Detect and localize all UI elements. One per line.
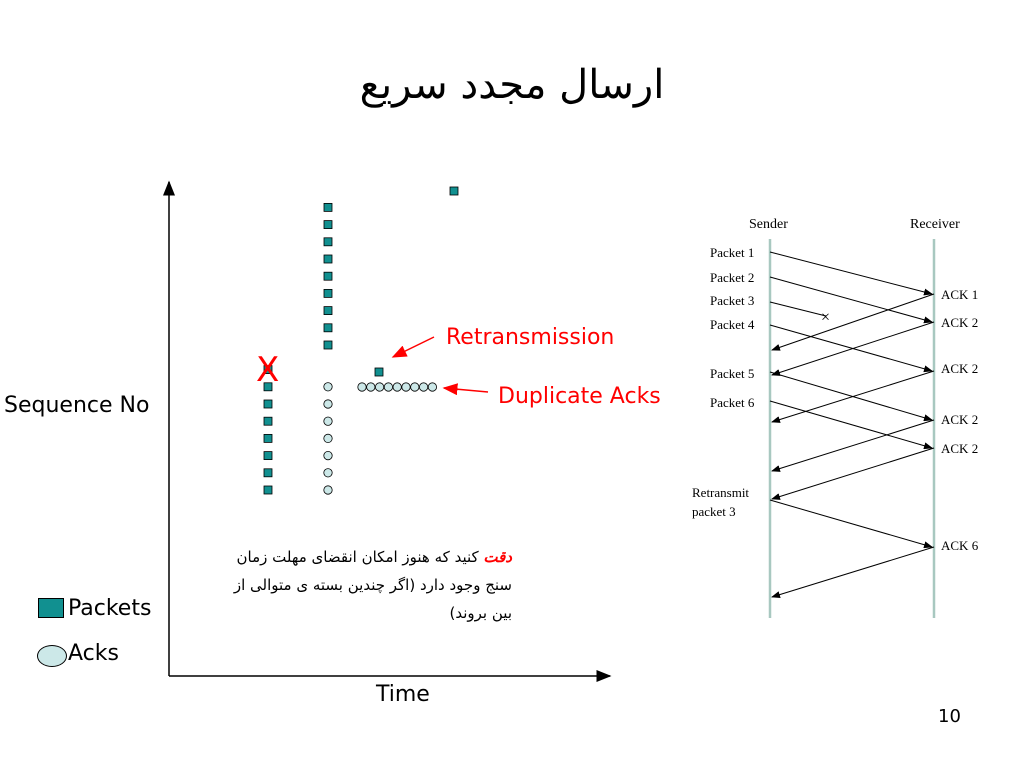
ack-markers bbox=[324, 383, 437, 495]
ack-1-arrow bbox=[772, 294, 934, 350]
note-body: کنید که هنوز امکان انقضای مهلت زمان سنج وجود دارد (اگر چندین بسته ی متوالی از بین بروند) bbox=[233, 548, 512, 622]
sender-label-packet-5: Packet 5 bbox=[710, 366, 755, 381]
receiver-label-ack-2d: ACK 2 bbox=[941, 441, 979, 456]
ack-marker bbox=[324, 486, 332, 494]
packet-marker bbox=[324, 255, 332, 263]
packet-marker bbox=[324, 221, 332, 229]
ack-2-arrow-2 bbox=[772, 371, 934, 422]
packet-marker bbox=[450, 187, 458, 195]
packet-marker bbox=[324, 341, 332, 349]
duplicate-acks-label: Duplicate Acks bbox=[498, 384, 661, 409]
ack-2-arrow-1 bbox=[772, 322, 934, 375]
sender-label-retransmit: Retransmit bbox=[692, 485, 750, 500]
ack-marker bbox=[384, 383, 392, 391]
ack-marker bbox=[324, 383, 332, 391]
sender-label-packet-3: Packet 3 bbox=[710, 293, 755, 308]
retransmission-label: Retransmission bbox=[446, 325, 615, 350]
receiver-label-ack-2a: ACK 2 bbox=[941, 315, 979, 330]
legend-packet-swatch bbox=[38, 598, 64, 618]
packet-4-arrow bbox=[770, 325, 932, 371]
packet-marker bbox=[375, 368, 383, 376]
sender-heading: Sender bbox=[749, 217, 788, 232]
packet-marker bbox=[324, 203, 332, 211]
packet-marker bbox=[264, 434, 272, 442]
packet-markers bbox=[264, 187, 458, 494]
lost-packet-x: × bbox=[821, 309, 831, 326]
ack-2-arrow-4 bbox=[772, 448, 934, 499]
ack-marker bbox=[358, 383, 366, 391]
ack-marker bbox=[411, 383, 419, 391]
ack-marker bbox=[324, 400, 332, 408]
packet-marker bbox=[324, 272, 332, 280]
packet-marker bbox=[324, 238, 332, 246]
packet-marker bbox=[324, 324, 332, 332]
y-axis-label: Sequence No bbox=[4, 393, 150, 418]
ack-marker bbox=[402, 383, 410, 391]
note-text bbox=[214, 543, 512, 627]
receiver-label-ack-1: ACK 1 bbox=[941, 287, 979, 302]
ack-2-arrow-3 bbox=[772, 420, 934, 471]
duplicate-acks-arrow bbox=[444, 388, 488, 392]
legend-packets-label: Packets bbox=[68, 596, 152, 621]
packet-marker bbox=[264, 400, 272, 408]
ack-marker bbox=[324, 434, 332, 442]
page-number: 10 bbox=[938, 706, 961, 727]
ack-marker bbox=[324, 417, 332, 425]
ack-marker bbox=[428, 383, 436, 391]
retransmit-packet-3-arrow bbox=[770, 500, 932, 547]
packet-marker bbox=[324, 307, 332, 315]
x-axis-label: Time bbox=[376, 682, 430, 707]
receiver-label-ack-2b: ACK 2 bbox=[941, 361, 979, 376]
legend-acks-label: Acks bbox=[68, 641, 119, 666]
ack-marker bbox=[419, 383, 427, 391]
packet-marker bbox=[264, 469, 272, 477]
packet-marker bbox=[264, 417, 272, 425]
packet-marker bbox=[264, 452, 272, 460]
packet-6-arrow bbox=[770, 401, 932, 448]
packet-3-arrow bbox=[770, 302, 826, 316]
sender-label-packet-6: Packet 6 bbox=[710, 395, 755, 410]
receiver-label-ack-2c: ACK 2 bbox=[941, 412, 979, 427]
ack-marker bbox=[393, 383, 401, 391]
sender-label-packet-2: Packet 2 bbox=[710, 270, 755, 285]
sender-label-packet-4: Packet 4 bbox=[710, 317, 755, 332]
ack-marker bbox=[324, 469, 332, 477]
receiver-heading: Receiver bbox=[910, 217, 960, 232]
ack-marker bbox=[375, 383, 383, 391]
sender-label-packet-1: Packet 1 bbox=[710, 245, 755, 260]
legend-ack-swatch bbox=[37, 645, 67, 667]
lost-packet-marker: X bbox=[256, 350, 280, 390]
slide-title: ارسال مجدد سریع bbox=[359, 62, 665, 108]
note-emphasis: دقت bbox=[483, 548, 512, 566]
packet-1-arrow bbox=[770, 252, 932, 294]
receiver-label-ack-6: ACK 6 bbox=[941, 538, 979, 553]
packet-marker bbox=[264, 486, 272, 494]
packet-2-arrow bbox=[770, 277, 932, 322]
fast-retransmit-sequence-diagram bbox=[680, 205, 1010, 625]
ack-marker bbox=[367, 383, 375, 391]
packet-marker bbox=[324, 289, 332, 297]
sender-label-packet-3-retx: packet 3 bbox=[692, 504, 736, 519]
ack-marker bbox=[324, 451, 332, 459]
retransmission-arrow bbox=[393, 337, 434, 357]
ack-6-arrow bbox=[772, 547, 934, 597]
